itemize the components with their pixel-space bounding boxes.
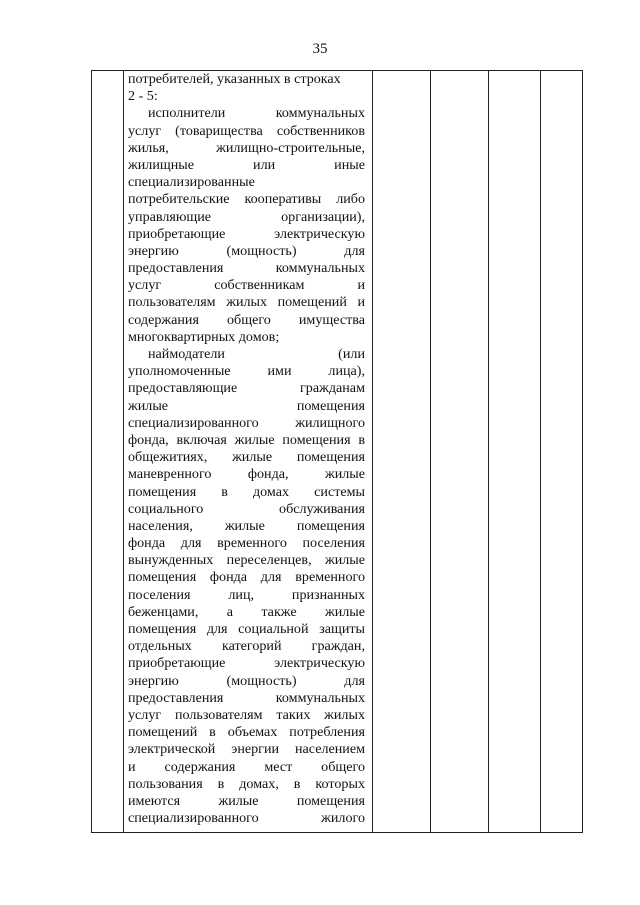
text-line: услуг пользователям таких жилых xyxy=(128,706,365,723)
text-line: имеются жилые помещения xyxy=(128,792,365,809)
text-line: уполномоченные ими лица), xyxy=(128,363,365,380)
page-number: 35 xyxy=(312,41,328,57)
text-line: жилые помещения xyxy=(128,397,365,414)
text-line: специализированного жилого xyxy=(128,810,365,827)
table-column-divider xyxy=(123,70,124,833)
text-line: содержания общего имущества xyxy=(128,311,365,328)
text-line: энергию (мощность) для xyxy=(128,242,365,259)
table-column-divider xyxy=(488,70,489,833)
text-line: отдельных категорий граждан, xyxy=(128,638,365,655)
text-line: предоставления коммунальных xyxy=(128,689,365,706)
table-cell-description xyxy=(128,71,365,827)
text-line: многоквартирных домов; xyxy=(128,328,280,345)
text-line: помещения в домах системы xyxy=(128,483,365,500)
text-line: беженцами, а также жилые xyxy=(128,603,365,620)
text-line: специализированные xyxy=(128,174,255,191)
text-line: вынужденных переселенцев, жилые xyxy=(128,552,365,569)
text-line: приобретающие электрическую xyxy=(128,655,365,672)
text-line: услуг собственникам и xyxy=(128,277,365,294)
text-line: помещений в объемах потребления xyxy=(128,724,365,741)
text-line: фонда для временного поселения xyxy=(128,535,365,552)
text-line: предоставления коммунальных xyxy=(128,260,365,277)
text-line: специализированного жилищного xyxy=(128,414,365,431)
text-line: общежитиях, жилые помещения xyxy=(128,449,365,466)
text-line: энергию (мощность) для xyxy=(128,672,365,689)
text-line: поселения лиц, признанных xyxy=(128,586,365,603)
table-column-divider xyxy=(540,70,541,833)
table-column-divider xyxy=(372,70,373,833)
text-line: пользователям жилых помещений и xyxy=(128,294,365,311)
text-line: помещения фонда для временного xyxy=(128,569,365,586)
text-line: потребительские кооперативы либо xyxy=(128,191,365,208)
text-line: наймодатели (или xyxy=(148,346,365,362)
text-line: населения, жилые помещения xyxy=(128,517,365,534)
text-line: услуг (товарищества собственников xyxy=(128,122,365,139)
text-line: управляющие организации), xyxy=(128,208,365,225)
text-line: приобретающие электрическую xyxy=(128,225,365,242)
table-column-divider xyxy=(430,70,431,833)
text-line: 2 - 5: xyxy=(128,88,158,105)
text-line: потребителей, указанных в строках xyxy=(128,71,341,87)
text-line: пользования в домах, в которых xyxy=(128,775,365,792)
text-line: жилищные или иные xyxy=(128,156,365,173)
text-line: и содержания мест общего xyxy=(128,758,365,775)
text-line: маневренного фонда, жилые xyxy=(128,466,365,483)
text-line: жилья, жилищно-строительные, xyxy=(128,139,365,156)
text-line: помещения для социальной защиты xyxy=(128,621,365,637)
text-line: фонда, включая жилые помещения в xyxy=(128,431,365,448)
text-line: социального обслуживания xyxy=(128,500,365,517)
text-line: предоставляющие гражданам xyxy=(128,380,365,397)
text-line: электрической энергии населением xyxy=(128,741,365,758)
text-line: исполнители коммунальных xyxy=(148,105,365,122)
